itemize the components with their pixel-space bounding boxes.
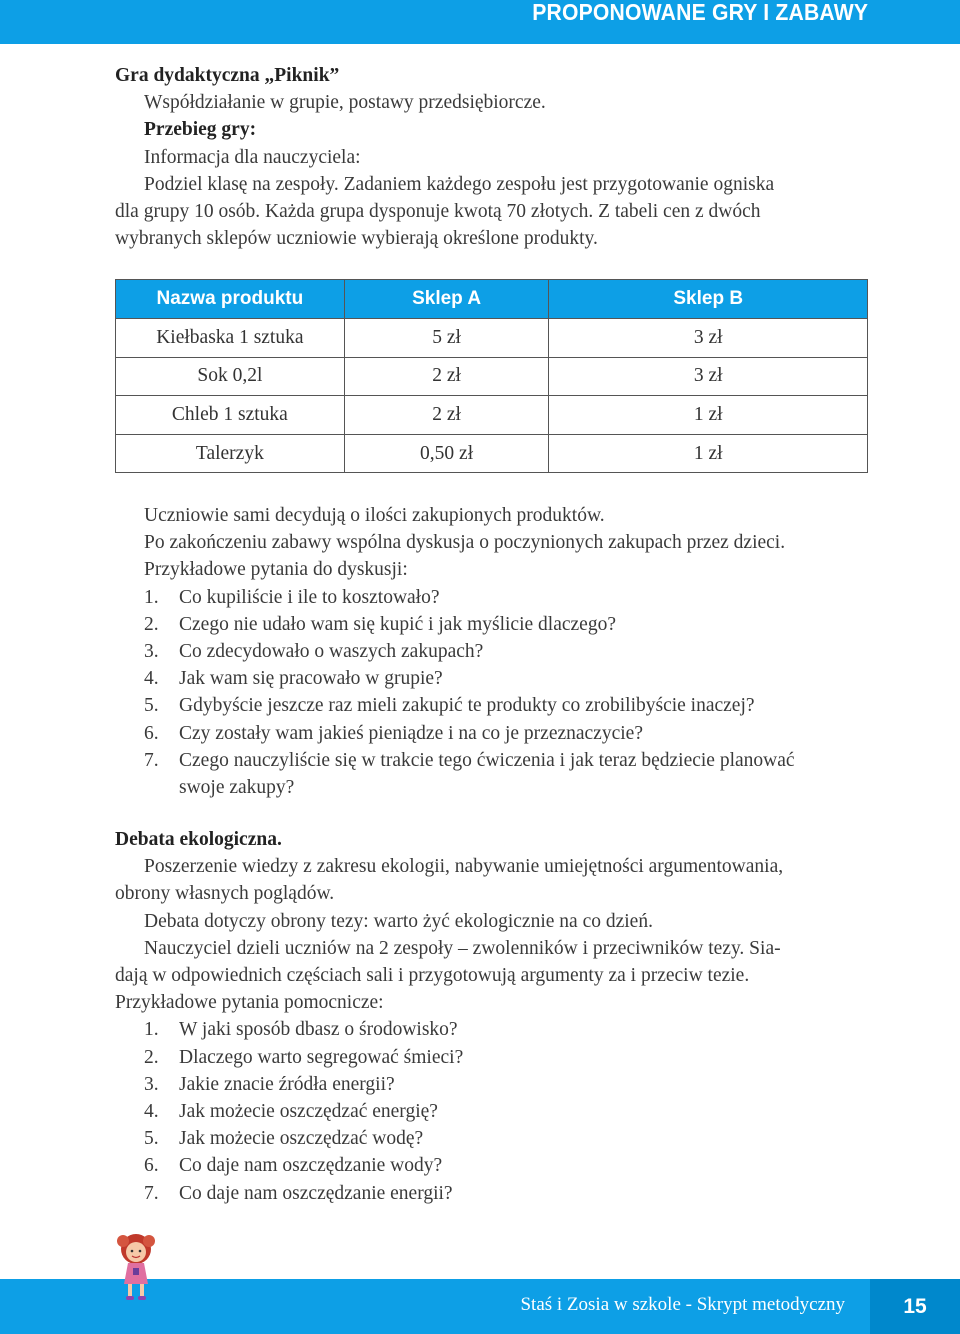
list-text: swoje zakupy? bbox=[179, 777, 295, 799]
list-text: Jak możecie oszczędzać energię? bbox=[179, 1101, 438, 1123]
table-cell: 3 zł bbox=[549, 319, 868, 358]
list-text: Co zdecydowało o waszych zakupach? bbox=[179, 641, 484, 663]
paragraph-line: Nauczyciel dzieli uczniów na 2 zespoły – zwolenników i przeciwników tezy. Sia- bbox=[144, 937, 781, 959]
list-item bbox=[144, 638, 868, 665]
page-number: 15 bbox=[870, 1279, 960, 1334]
paragraph-line: Podziel klasę na zespoły. Zadaniem każdego zespołu jest przygotowanie ogniska bbox=[144, 173, 775, 195]
list-text: Dlaczego warto segregować śmieci? bbox=[179, 1046, 464, 1068]
table-cell: Chleb 1 sztuka bbox=[116, 396, 345, 435]
list-number: 3. bbox=[144, 1073, 159, 1095]
column-header-product: Nazwa produktu bbox=[116, 280, 345, 319]
list-number: 1. bbox=[144, 1019, 159, 1041]
table-cell: Talerzyk bbox=[116, 434, 345, 473]
list-item-continuation bbox=[144, 774, 868, 801]
list-number: 7. bbox=[144, 1182, 159, 1204]
discussion-block bbox=[115, 502, 868, 801]
table-cell: 0,50 zł bbox=[344, 434, 549, 473]
questions-label: Przykładowe pytania do dyskusji: bbox=[144, 559, 408, 581]
list-number: 4. bbox=[144, 668, 159, 690]
list-item bbox=[144, 584, 868, 611]
list-text: Czego nie udało wam się kupić i jak myślicie dlaczego? bbox=[179, 613, 616, 635]
table-row bbox=[116, 357, 868, 396]
question-list bbox=[115, 584, 868, 802]
list-text: Czego nauczyliście się w trakcie tego ćwiczenia i jak teraz będziecie planować bbox=[179, 749, 795, 771]
table-cell: 5 zł bbox=[344, 319, 549, 358]
list-item bbox=[144, 1071, 868, 1098]
questions-label: Przykładowe pytania pomocnicze: bbox=[115, 992, 384, 1014]
table-cell: 2 zł bbox=[344, 357, 549, 396]
list-number: 7. bbox=[144, 749, 159, 771]
table-cell: Sok 0,2l bbox=[116, 357, 345, 396]
list-text: Jak możecie oszczędzać wodę? bbox=[179, 1128, 424, 1150]
list-number: 1. bbox=[144, 586, 159, 608]
table-row bbox=[116, 319, 868, 358]
paragraph-line: Uczniowie sami decydują o ilości zakupionych produktów. bbox=[144, 505, 605, 526]
list-item bbox=[144, 611, 868, 638]
table-cell: 3 zł bbox=[549, 357, 868, 396]
paragraph-line: obrony własnych poglądów. bbox=[115, 883, 335, 905]
section-title: Debata ekologiczna. bbox=[115, 829, 282, 850]
section-title: Gra dydaktyczna „Piknik” bbox=[115, 65, 340, 86]
list-number: 5. bbox=[144, 1128, 159, 1150]
table-cell: 1 zł bbox=[549, 434, 868, 473]
header-bar bbox=[0, 0, 960, 44]
list-item bbox=[144, 1098, 868, 1125]
list-text: W jaki sposób dbasz o środowisko? bbox=[179, 1019, 458, 1041]
teacher-info-label: Informacja dla nauczyciela: bbox=[144, 146, 361, 168]
paragraph-line: dla grupy 10 osób. Każda grupa dysponuje kwotą 70 złotych. Z tabeli cen z dwóch bbox=[115, 201, 761, 223]
paragraph-line: dają w odpowiednich częściach sali i przygotowują argumenty za i przeciw tezie. bbox=[115, 965, 750, 987]
list-item bbox=[144, 747, 868, 774]
column-header-shop-a: Sklep A bbox=[344, 280, 549, 319]
header-title: PROPONOWANE GRY I ZABAWY bbox=[532, 0, 868, 25]
paragraph-line: Debata dotyczy obrony tezy: warto żyć ekologicznie na co dzień. bbox=[144, 910, 653, 932]
list-item bbox=[144, 1152, 868, 1179]
table-cell: 1 zł bbox=[549, 396, 868, 435]
section-ecology bbox=[115, 826, 868, 1207]
list-text: Jak wam się pracowało w grupie? bbox=[179, 668, 443, 690]
table-cell: 2 zł bbox=[344, 396, 549, 435]
list-text: Co daje nam oszczędzanie wody? bbox=[179, 1155, 443, 1177]
list-number: 5. bbox=[144, 695, 159, 717]
table-row bbox=[116, 434, 868, 473]
list-number: 3. bbox=[144, 641, 159, 663]
section-picnic bbox=[115, 62, 868, 252]
question-list bbox=[115, 1016, 868, 1206]
list-text: Co kupiliście i ile to kosztowało? bbox=[179, 586, 440, 608]
list-item bbox=[144, 692, 868, 719]
list-text: Co daje nam oszczędzanie energii? bbox=[179, 1182, 453, 1204]
section-goal: Współdziałanie w grupie, postawy przedsiębiorcze. bbox=[144, 92, 546, 114]
paragraph-line: Poszerzenie wiedzy z zakresu ekologii, nabywanie umiejętności argumentowania, bbox=[144, 856, 784, 878]
girl-mascot-icon bbox=[110, 1232, 162, 1304]
list-text: Czy zostały wam jakieś pieniądze i na co je przeznaczycie? bbox=[179, 722, 643, 744]
list-number: 4. bbox=[144, 1101, 159, 1123]
list-item bbox=[144, 720, 868, 747]
list-item bbox=[144, 1016, 868, 1043]
table-cell: Kiełbaska 1 sztuka bbox=[116, 319, 345, 358]
section-subtitle: Przebieg gry: bbox=[144, 119, 257, 141]
list-item bbox=[144, 1044, 868, 1071]
list-number: 2. bbox=[144, 613, 159, 635]
list-item bbox=[144, 665, 868, 692]
list-text: Jakie znacie źródła energii? bbox=[179, 1073, 395, 1095]
list-number: 2. bbox=[144, 1046, 159, 1068]
list-text: Gdybyście jeszcze raz mieli zakupić te produkty co zrobilibyście inaczej? bbox=[179, 695, 755, 717]
table-row bbox=[116, 396, 868, 435]
list-item bbox=[144, 1180, 868, 1207]
column-header-shop-b: Sklep B bbox=[549, 280, 868, 319]
list-number: 6. bbox=[144, 1155, 159, 1177]
table-header-row bbox=[116, 280, 868, 319]
list-number: 6. bbox=[144, 722, 159, 744]
paragraph-line: wybranych sklepów uczniowie wybierają określone produkty. bbox=[115, 228, 598, 250]
price-table bbox=[115, 279, 868, 473]
footer-title: Staś i Zosia w szkole - Skrypt metodyczny bbox=[520, 1294, 845, 1315]
paragraph-line: Po zakończeniu zabawy wspólna dyskusja o poczynionych zakupach przez dzieci. bbox=[144, 532, 786, 554]
list-item bbox=[144, 1125, 868, 1152]
